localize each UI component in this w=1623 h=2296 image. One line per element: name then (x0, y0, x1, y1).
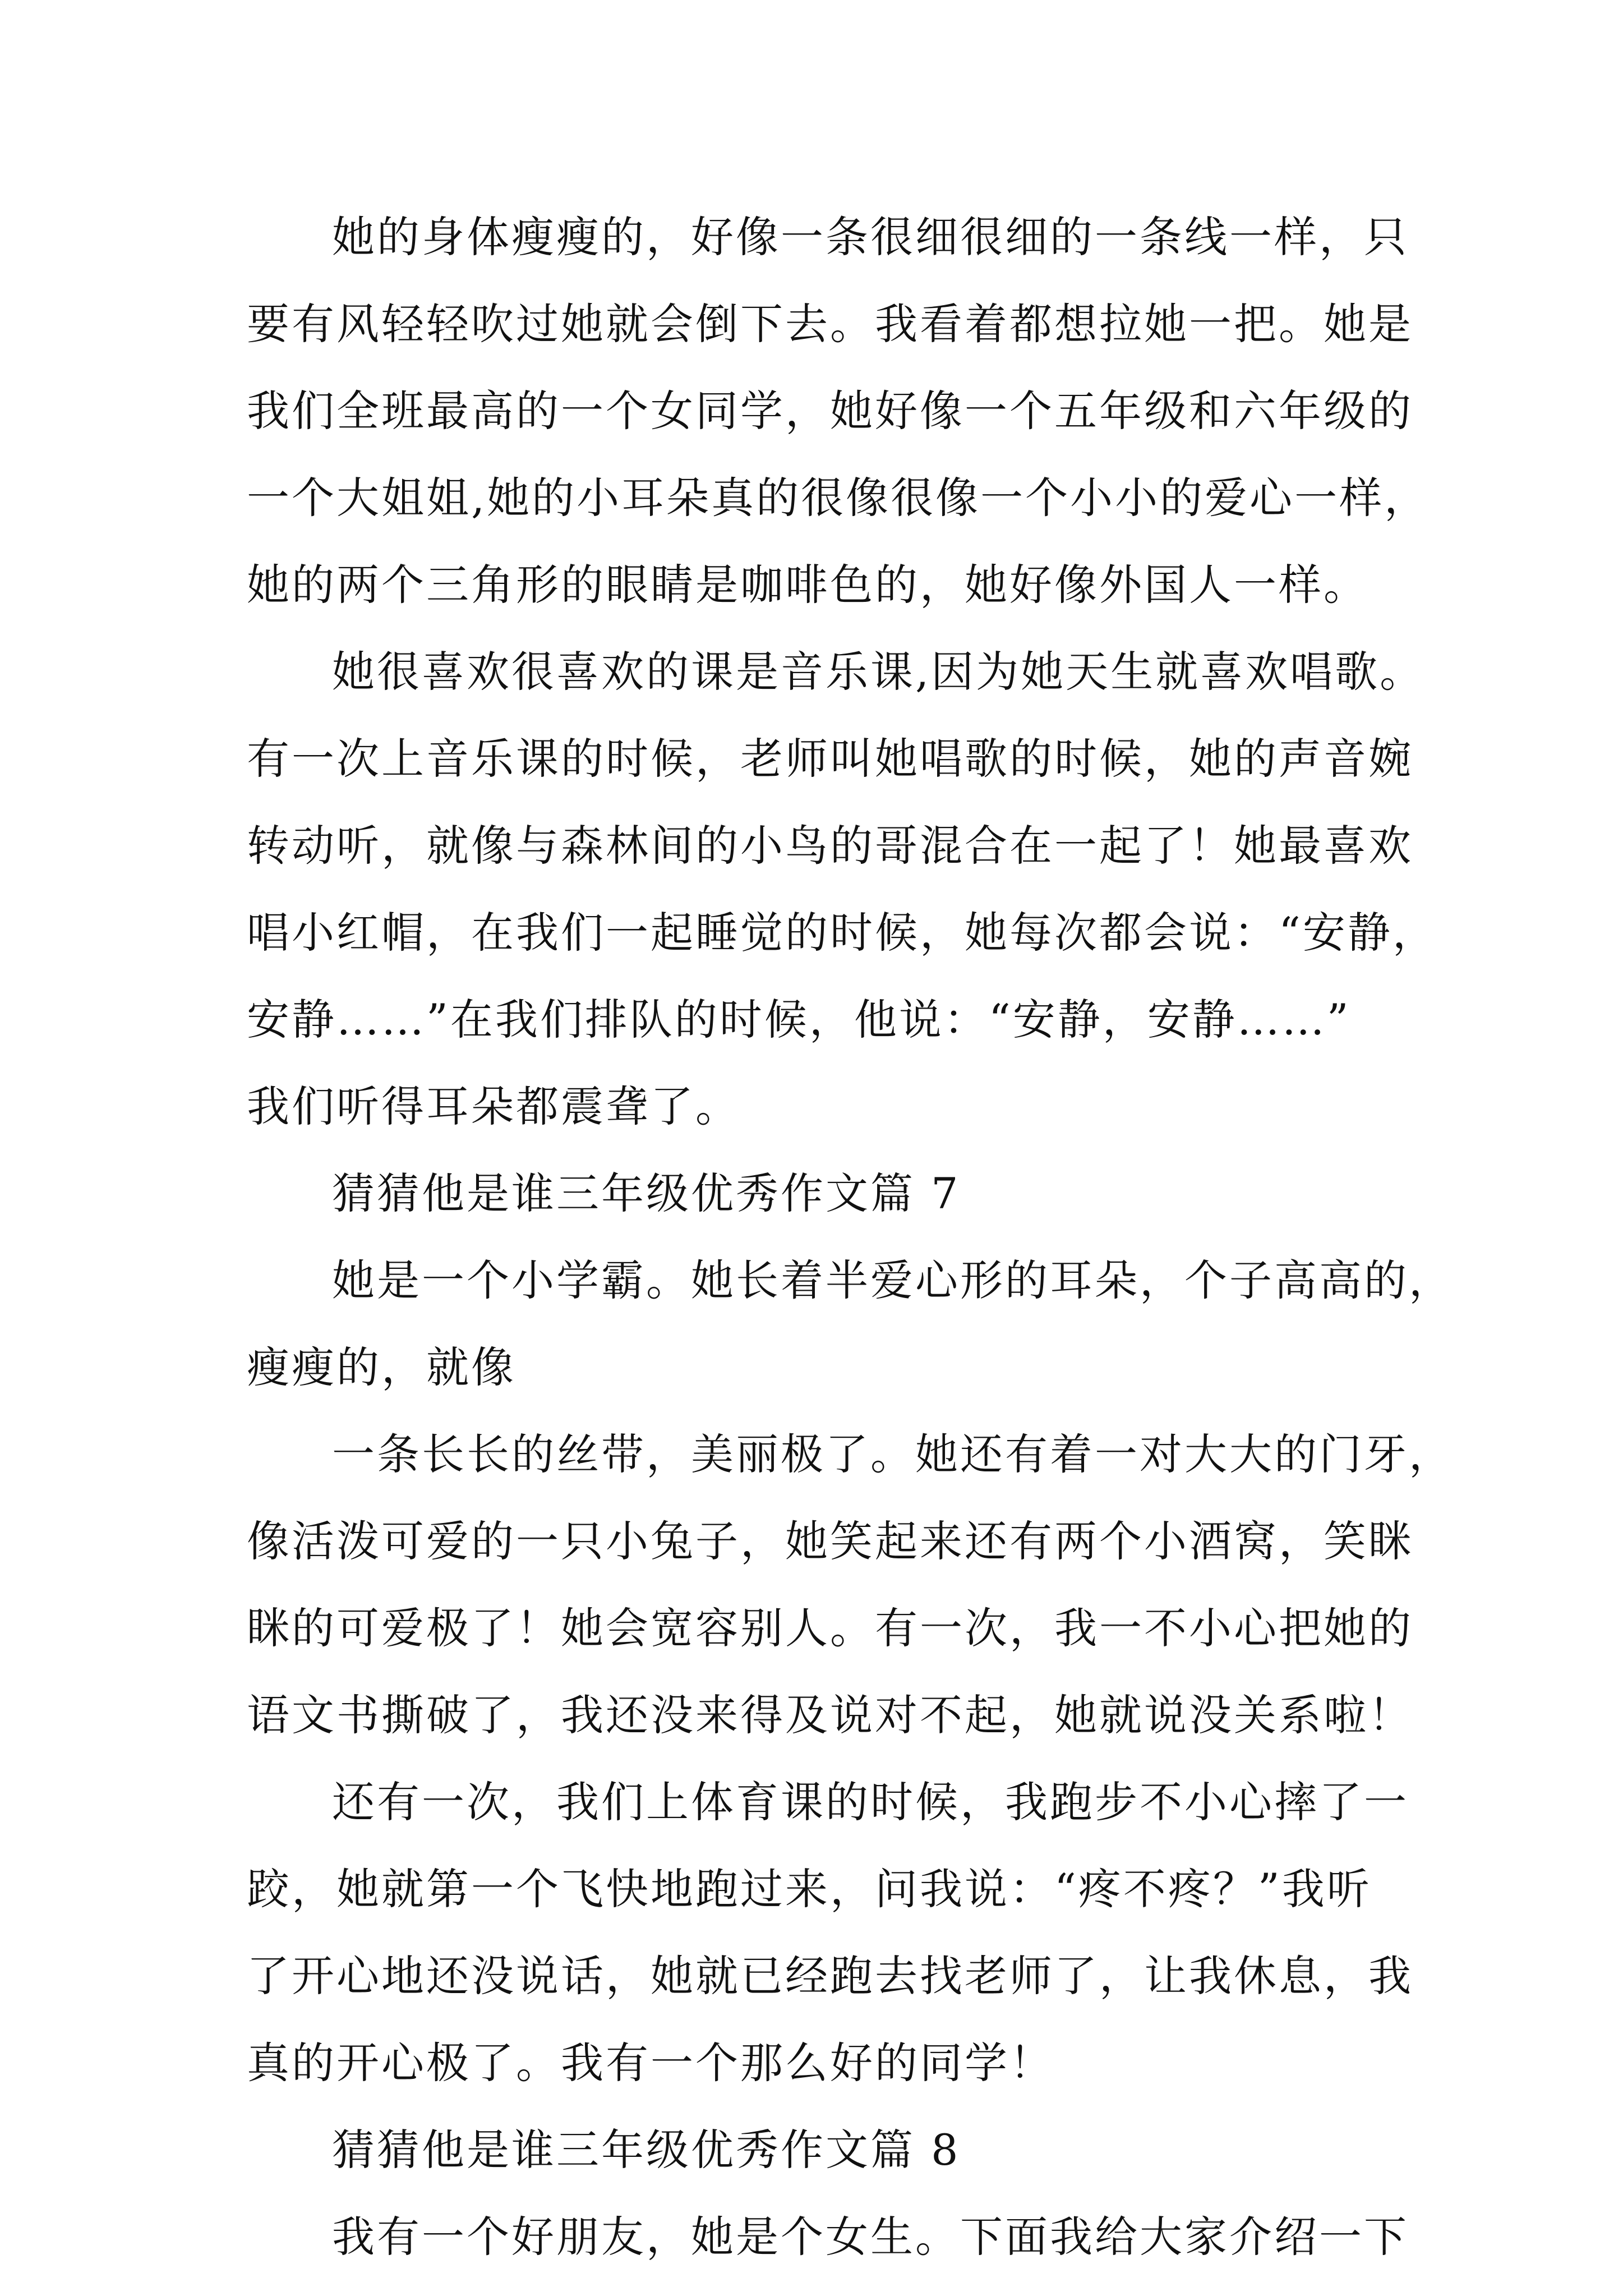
paragraph-line: 瘦瘦的，就像 (247, 1342, 516, 1392)
paragraph-line: 还有一次，我们上体育课的时候，我跑步不小心摔了一 (332, 1777, 1409, 1827)
paragraph-line: 她的两个三角形的眼睛是咖啡色的，她好像外国人一样。 (247, 560, 1368, 610)
paragraph-line: 跤，她就第一个飞快地跑过来，问我说：“疼不疼？”我听 (247, 1864, 1372, 1914)
paragraph-line: 了开心地还没说话，她就已经跑去找老师了，让我休息，我 (247, 1951, 1413, 2001)
paragraph-line: 要有风轻轻吹过她就会倒下去。我看着都想拉她一把。她是 (247, 299, 1413, 349)
paragraph-line: 安静……”在我们排队的时候，他说：“安静，安静……” (247, 995, 1351, 1045)
paragraph-line: 我们全班最高的一个女同学，她好像一个五年级和六年级的 (247, 386, 1413, 436)
paragraph-line: 有一次上音乐课的时候，老师叫她唱歌的时候，她的声音婉 (247, 734, 1413, 784)
paragraph-line: 我们听得耳朵都震聋了。 (247, 1082, 740, 1131)
paragraph-line: 她是一个小学霸。她长着半爱心形的耳朵，个子高高的， (332, 1255, 1454, 1305)
paragraph-line: 语文书撕破了，我还没来得及说对不起，她就说没关系啦！ (247, 1690, 1413, 1740)
paragraph-line: 转动听，就像与森林间的小鸟的哥混合在一起了！她最喜欢 (247, 821, 1413, 871)
paragraph-line: 一条长长的丝带，美丽极了。她还有着一对大大的门牙， (332, 1429, 1454, 1479)
paragraph-line: 她的身体瘦瘦的，好像一条很细很细的一条线一样，只 (332, 212, 1409, 262)
document-body (247, 194, 1454, 2280)
section-heading: 猜猜他是谁三年级优秀作文篇 8 (332, 2125, 961, 2175)
section-heading: 猜猜他是谁三年级优秀作文篇 7 (332, 1168, 961, 1218)
paragraph-line: 眯的可爱极了！她会宽容别人。有一次，我一不小心把她的 (247, 1603, 1413, 1653)
paragraph-line: 我有一个好朋友，她是个女生。下面我给大家介绍一下 (332, 2212, 1409, 2262)
paragraph-line: 像活泼可爱的一只小兔子，她笑起来还有两个小酒窝，笑眯 (247, 1516, 1413, 1566)
paragraph-line: 一个大姐姐,她的小耳朵真的很像很像一个小小的爱心一样， (247, 473, 1430, 523)
paragraph-line: 真的开心极了。我有一个那么好的同学！ (247, 2038, 1054, 2088)
paragraph-line: 唱小红帽，在我们一起睡觉的时候，她每次都会说：“安静， (247, 908, 1437, 958)
paragraph-line: 她很喜欢很喜欢的课是音乐课,因为她天生就喜欢唱歌。 (332, 647, 1425, 697)
